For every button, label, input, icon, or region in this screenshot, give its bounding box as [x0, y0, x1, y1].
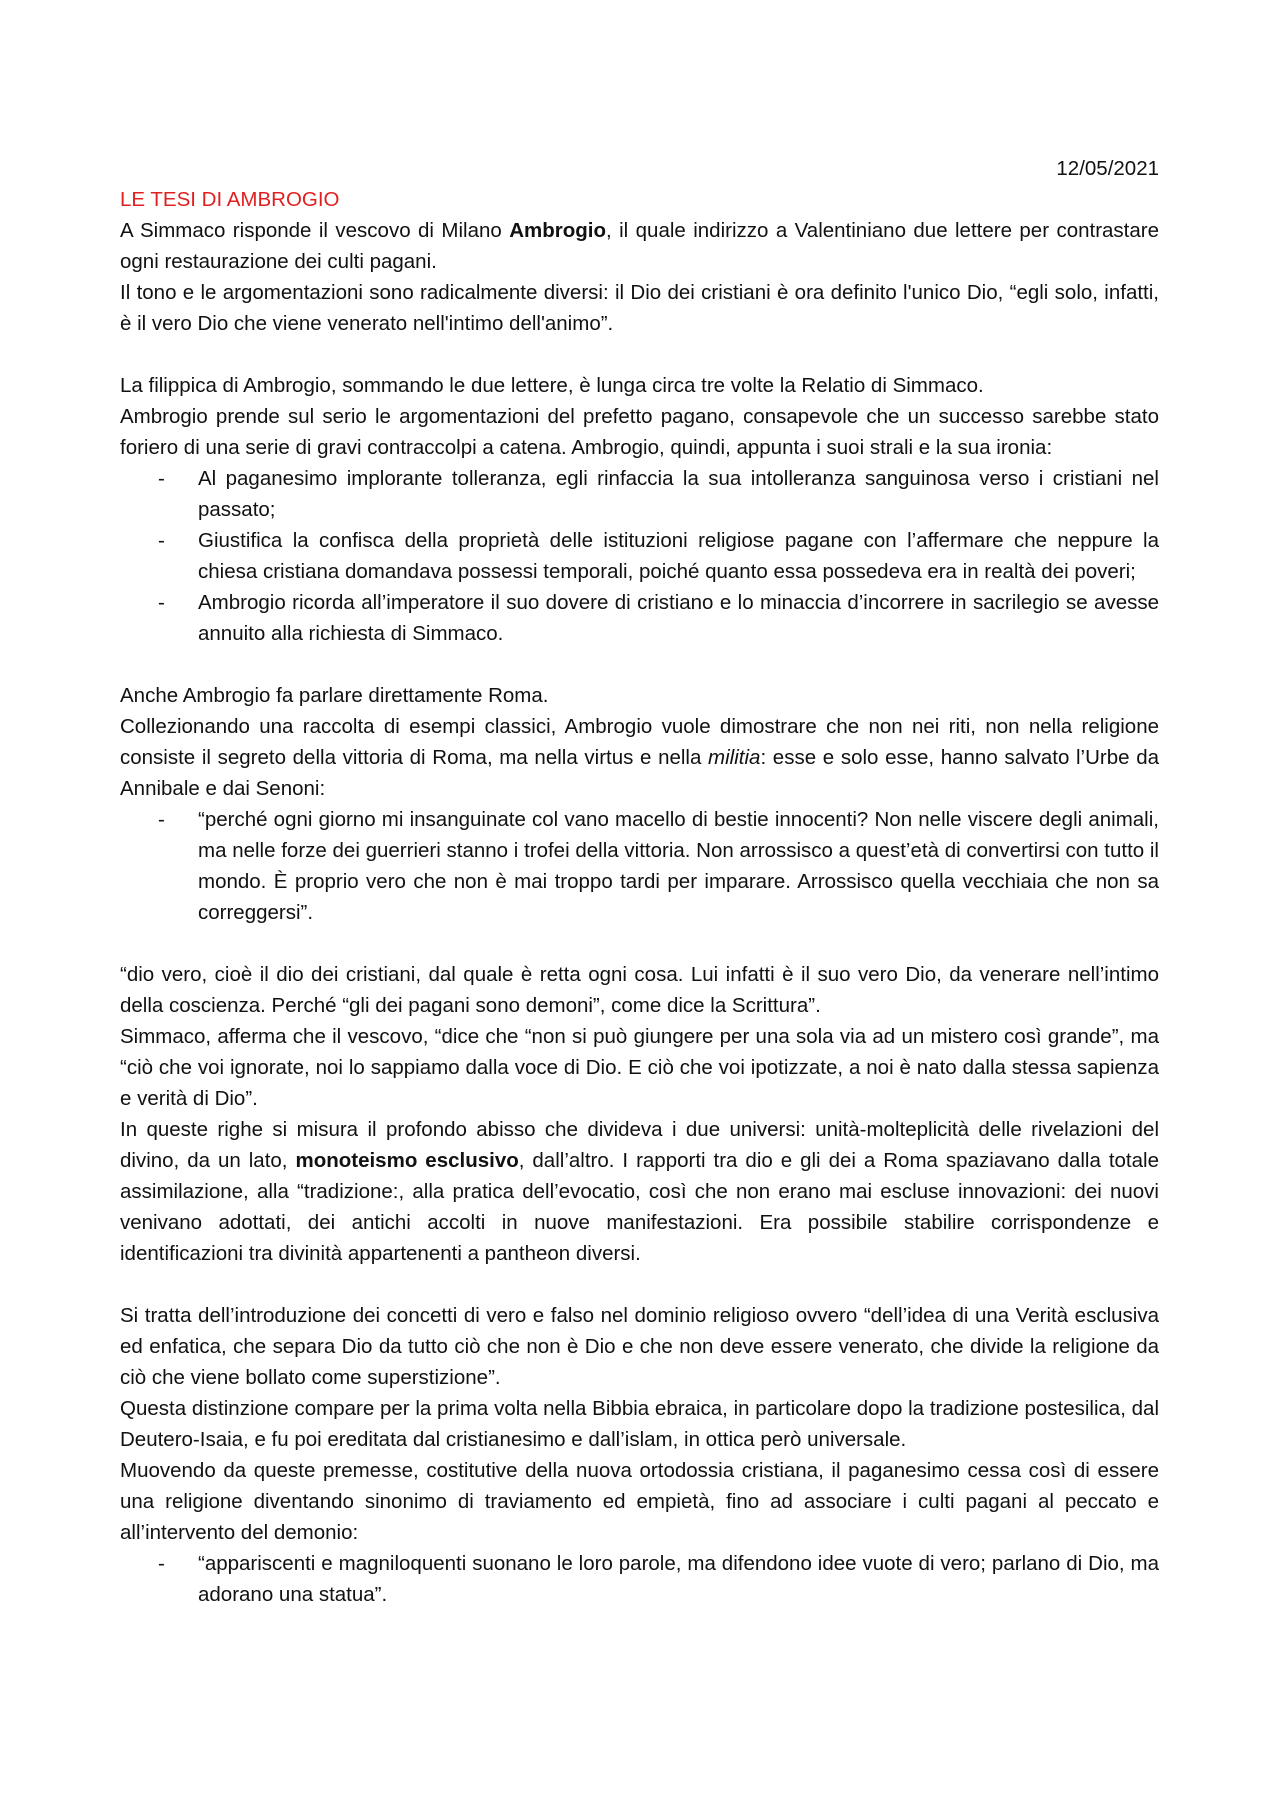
paragraph: Muovendo da queste premesse, costitutive della nuova ortodossia cristiana, il paganesimo cessa così di essere una religione diventando sinonimo di traviamento ed empietà, fino ad associare i culti pagani al peccato e all’intervento del demonio: [120, 1459, 1159, 1544]
paragraph: Ambrogio prende sul serio le argomentazioni del prefetto pagano, consapevole che un successo sarebbe stato foriero di una serie di gravi contraccolpi a catena. Ambrogio, quindi, appunta i suoi strali e la sua ironia: [120, 405, 1159, 459]
text-run: In queste righe si misura il profondo abisso che divideva i due universi: unità-molteplicità delle rivelazioni del divino, da un lato, [120, 1118, 1159, 1172]
document-title: LE TESI DI AMBROGIO [120, 188, 340, 211]
dash-list [120, 463, 1159, 649]
paragraph-spacer [120, 1269, 1159, 1300]
paragraph: La filippica di Ambrogio, sommando le due lettere, è lunga circa tre volte la Relatio di Simmaco. [120, 374, 984, 397]
list-item: - Al paganesimo implorante tolleranza, egli rinfaccia la sua intolleranza sanguinosa verso i cristiani nel passato; [120, 463, 1159, 525]
bold-term-ambrogio: Ambrogio [509, 219, 606, 242]
paragraph: Simmaco, afferma che il vescovo, “dice che “non si può giungere per una sola via ad un mistero così grande”, ma “ciò che voi ignorate, noi lo sappiamo dalla voce di Dio. E ciò che voi ipotizzate, a noi è nato dalla stessa sapienza e verità di Dio”. [120, 1025, 1159, 1110]
paragraph: Anche Ambrogio fa parlare direttamente Roma. [120, 684, 549, 707]
paragraph-spacer [120, 928, 1159, 959]
bold-term-monoteismo: monoteismo esclusivo [295, 1149, 519, 1172]
document-date: 12/05/2021 [1056, 157, 1159, 180]
italic-term-militia: militia [708, 746, 761, 769]
paragraph: Il tono e le argomentazioni sono radicalmente diversi: il Dio dei cristiani è ora definito l'unico Dio, “egli solo, infatti, è il vero Dio che viene venerato nell'intimo dell'animo”. [120, 281, 1159, 335]
list-item: - “appariscenti e magniloquenti suonano le loro parole, ma difendono idee vuote di vero; parlano di Dio, ma adorano una statua”. [120, 1548, 1159, 1610]
text-run: , il quale indirizzo a Valentiniano due lettere per contrastare ogni restaurazione dei culti pagani. [120, 219, 1159, 273]
list-item: - “perché ogni giorno mi insanguinate col vano macello di bestie innocenti? Non nelle viscere degli animali, ma nelle forze dei guerrieri stanno i trofei della vittoria. Non arrossisco a quest’età di convertirsi con tutto il mondo. È proprio vero che non è mai troppo tardi per imparare. Arrossisco quella vecchiaia che non sa correggersi”. [120, 804, 1159, 928]
paragraph: Si tratta dell’introduzione dei concetti di vero e falso nel dominio religioso ovvero “dell’idea di una Verità esclusiva ed enfatica, che separa Dio da tutto ciò che non è Dio e che non deve essere venerato, che divide la religione da ciò che viene bollato come superstizione”. [120, 1304, 1159, 1389]
paragraph: “dio vero, cioè il dio dei cristiani, dal quale è retta ogni cosa. Lui infatti è il suo vero Dio, da venerare nell’intimo della coscienza. Perché “gli dei pagani sono demoni”, come dice la Scrittura”. [120, 963, 1159, 1017]
list-item: - Giustifica la confisca della proprietà delle istituzioni religiose pagane con l’affermare che neppure la chiesa cristiana domandava possessi temporali, poiché quanto essa possedeva era in realtà dei poveri; [120, 525, 1159, 587]
paragraph-spacer [120, 649, 1159, 680]
paragraph [120, 1114, 1159, 1269]
text-run: Collezionando una raccolta di esempi classici, Ambrogio vuole dimostrare che non nei riti, non nella religione consiste il segreto della vittoria di Roma, ma nella virtus e nella [120, 715, 1159, 769]
dash-list [120, 804, 1159, 928]
text-run: , dall’altro. I rapporti tra dio e gli dei a Roma spaziavano dalla totale assimilazione, alla “tradizione:, alla pratica dell’evocatio, così che non erano mai escluse innovazioni: dei nuovi venivano adottati, dei antichi accolti in nuove manifestazioni. Era possibile stabilire corrispondenze e identificazioni tra divinità appartenenti a pantheon diversi. [120, 1149, 1159, 1265]
list-item: - Ambrogio ricorda all’imperatore il suo dovere di cristiano e lo minaccia d’incorrere in sacrilegio se avesse annuito alla richiesta di Simmaco. [120, 587, 1159, 649]
document-body [120, 153, 1159, 1610]
paragraph: Questa distinzione compare per la prima volta nella Bibbia ebraica, in particolare dopo la tradizione postesilica, dal Deutero-Isaia, e fu poi ereditata dal cristianesimo e dall’islam, in ottica però universale. [120, 1397, 1159, 1451]
paragraph-spacer [120, 339, 1159, 370]
dash-list [120, 1548, 1159, 1610]
text-run: A Simmaco risponde il vescovo di Milano [120, 219, 510, 242]
text-run: : esse e solo esse, hanno salvato l’Urbe da Annibale e dai Senoni: [120, 746, 1159, 800]
paragraph [120, 711, 1159, 804]
paragraph [120, 215, 1159, 277]
